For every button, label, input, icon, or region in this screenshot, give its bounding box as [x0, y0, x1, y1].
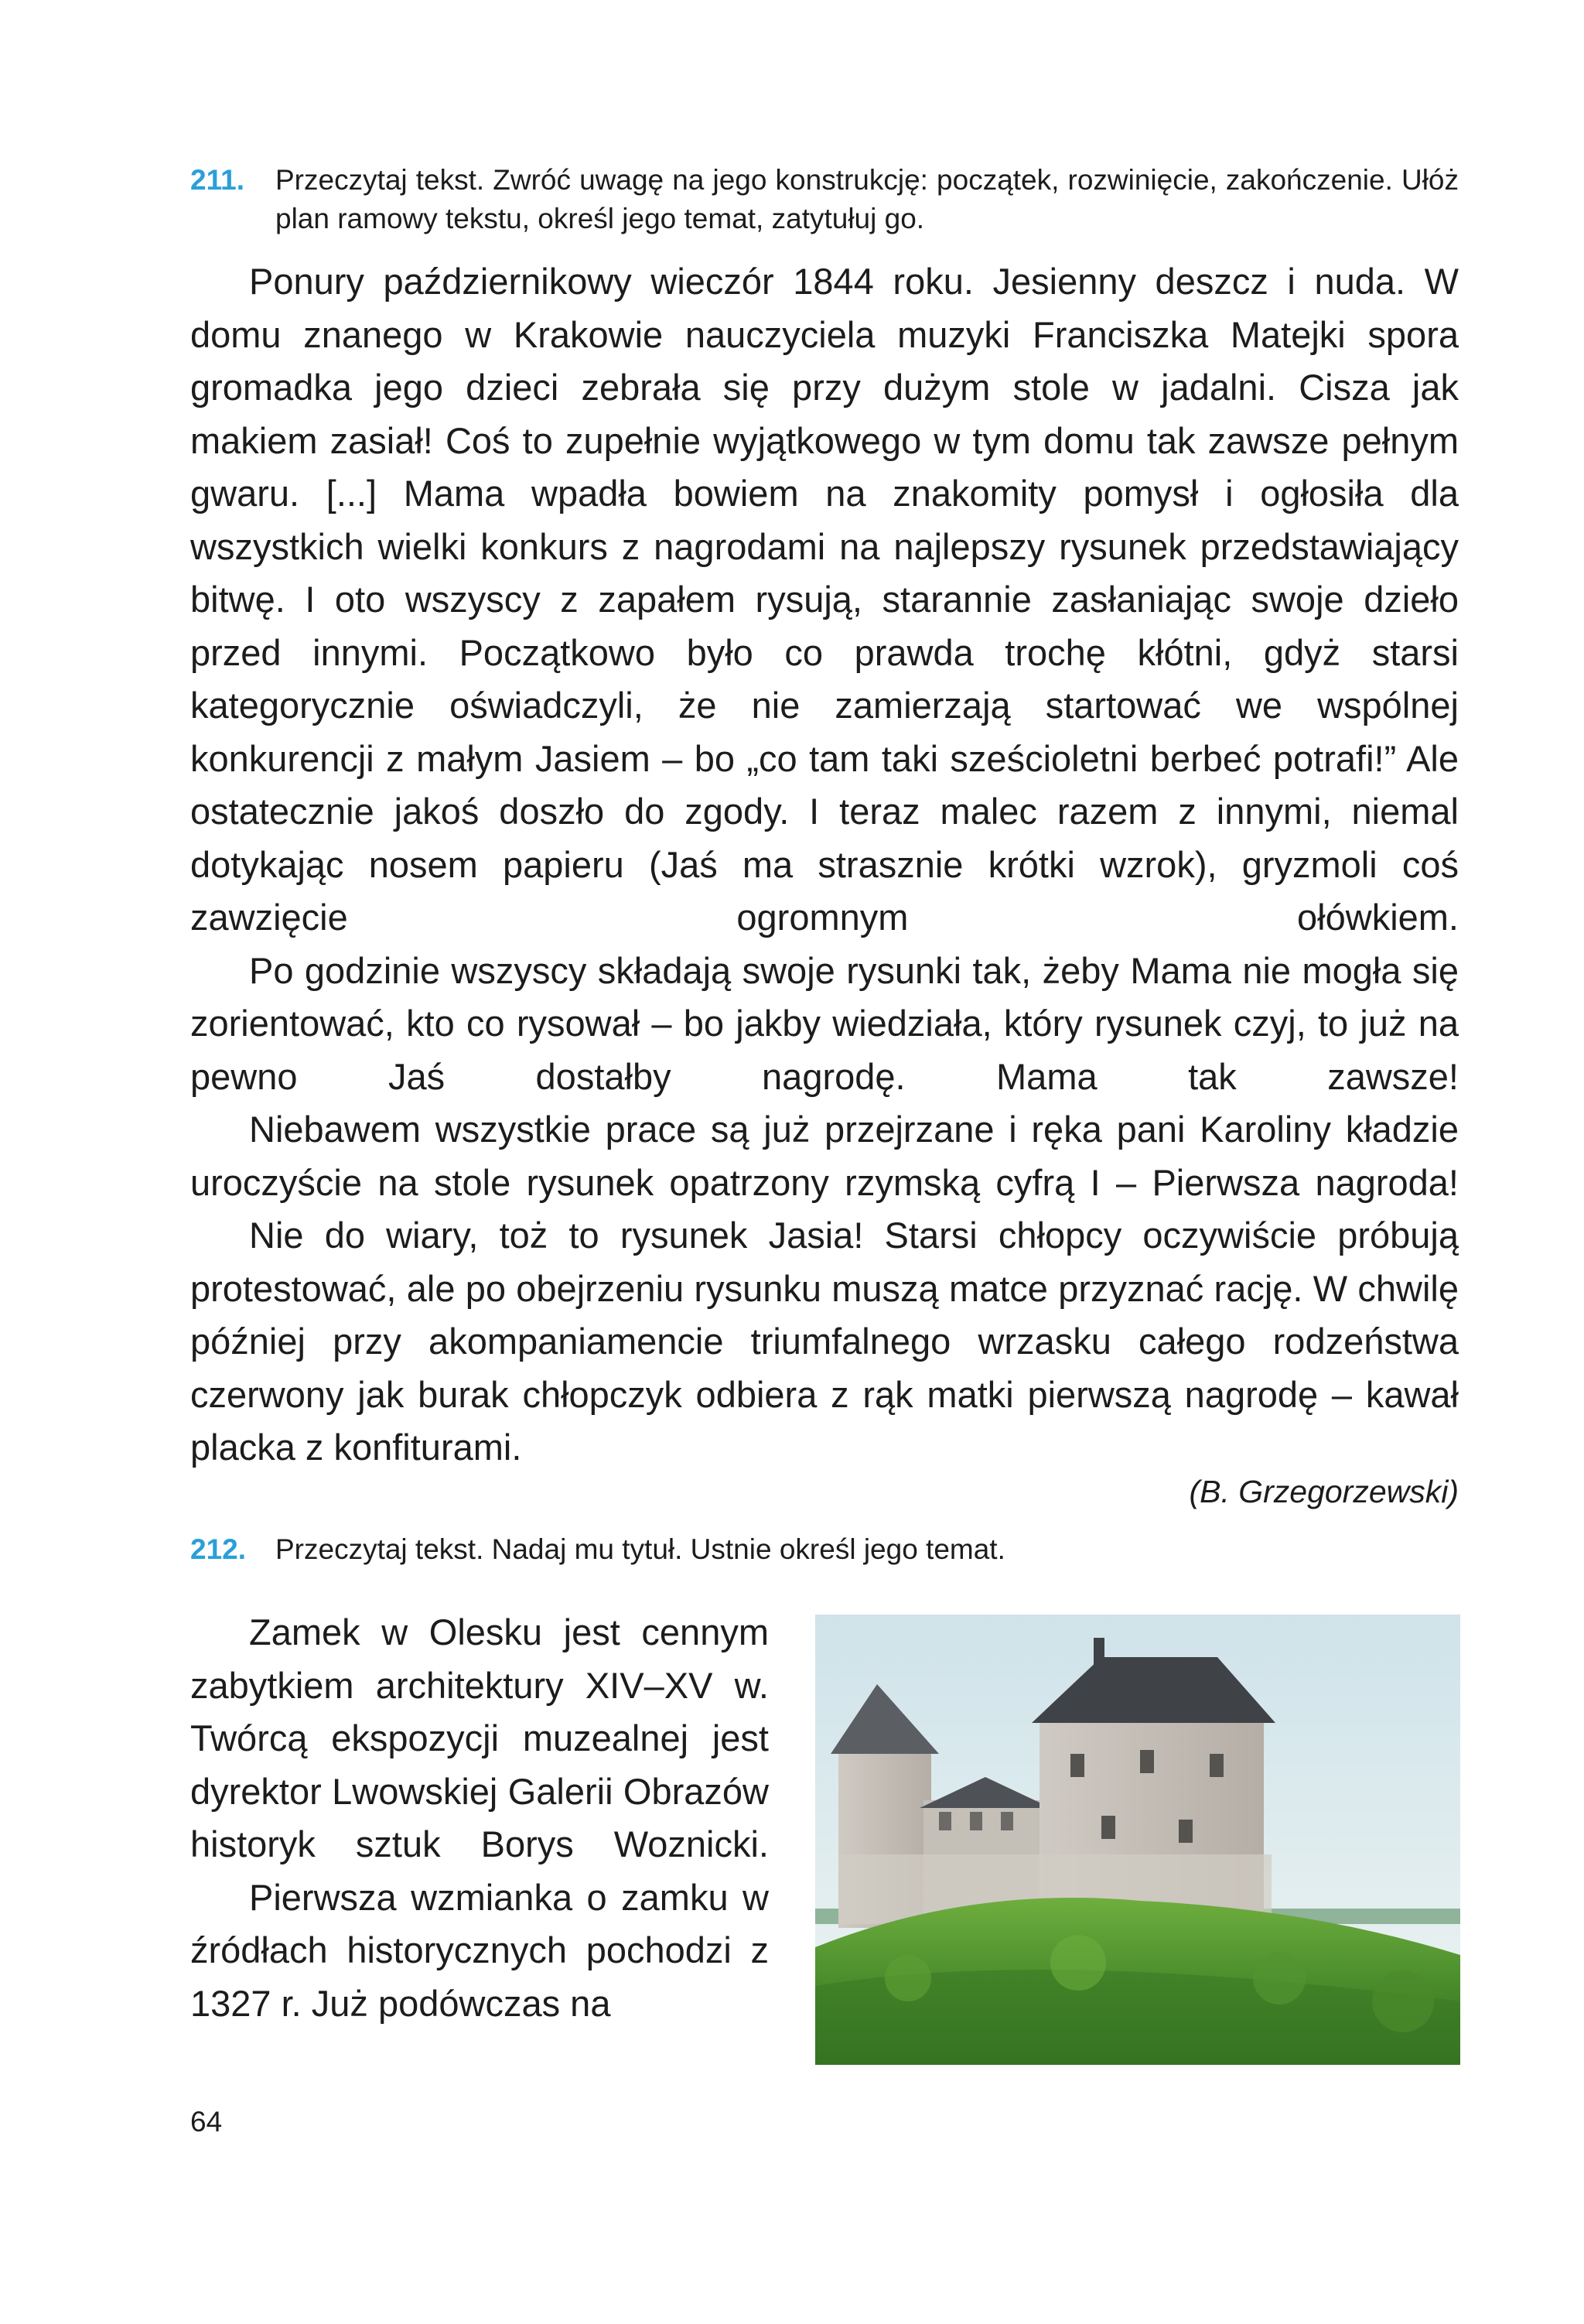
- page-number: 64: [190, 2106, 223, 2138]
- exercise-211: [190, 161, 1459, 238]
- castle-text: [190, 1606, 769, 2030]
- exercise-instruction: Przeczytaj tekst. Nadaj mu tytuł. Ustnie określ jego temat.: [275, 1533, 1005, 1565]
- story-author: (B. Grzegorzewski): [1189, 1474, 1459, 1509]
- story-paragraph: Nie do wiary, toż to rysunek Jasia! Starsi chłopcy oczywiście próbują protestować, ale po obejrzeniu rysunku muszą matce przyznać rację. W chwilę później przy akompaniamencie triumfalnego wrzasku całego rodzeństwa czerwony jak burak chłopczyk odbiera z rąk matki pierwszą nagrodę – kawał placka z konfiturami.: [190, 1215, 1459, 1468]
- exercise-instruction: Przeczytaj tekst. Zwróć uwagę na jego konstrukcję: początek, rozwinięcie, zakończenie. Ułóż plan ramowy tekstu, określ jego temat, zatytułuj go.: [275, 164, 1459, 234]
- exercise-number: 211.: [190, 164, 244, 196]
- castle-paragraph: Zamek w Olesku jest cennym zabytkiem architektury XIV–XV w. Twórcą ekspozycji muzealnej jest dyrektor Lwowskiej Galerii Obrazów historyk sztuk Borys Woznicki.: [190, 1611, 769, 1864]
- story-paragraph: Po godzinie wszyscy składają swoje rysunki tak, żeby Mama nie mogła się zorientować, kto co rysował – bo jakby wiedziała, który rysunek czyj, to już na pewno Jaś dostałby nagrodę. Mama tak zawsze!: [190, 949, 1459, 1097]
- story-paragraph: Niebawem wszystkie prace są już przejrzane i ręka pani Karoliny kładzie uroczyście na stole rysunek opatrzony rzymską cyfrą I – Pierwsza nagroda!: [190, 1109, 1459, 1203]
- castle-paragraph: Pierwsza wzmianka o zamku w źródłach historycznych pochodzi z 1327 r. Już podówczas na: [190, 1876, 769, 2024]
- exercise-number: 212.: [190, 1533, 247, 1565]
- exercise-212: [190, 1530, 1459, 1569]
- castle-photo: [815, 1615, 1460, 2065]
- story-paragraph: Ponury październikowy wieczór 1844 roku. Jesienny deszcz i nuda. W domu znanego w Krakowie nauczyciela muzyki Franciszka Matejki spora gromadka jego dzieci zebrała się przy dużym stole w jadalni. Cisza jak makiem zasiał! Coś to zupełnie wyjątkowego w tym domu tak zawsze pełnym gwaru. [...] Mama wpadła bowiem na znakomity pomysł i ogłosiła dla wszystkich wielki konkurs z nagrodami na najlepszy rysunek przedstawiający bitwę. I oto wszyscy z zapałem rysują, starannie zasłaniając swoje dzieło przed innymi. Początkowo było co prawda trochę kłótni, gdyż starsi kategorycznie oświadczyli, że nie zamierzają startować we wspólnej konkurencji z małym Jasiem – bo „co tam taki sześcioletni berbeć potrafi!” Ale ostatecznie jakoś doszło do zgody. I teraz malec razem z innymi, niemal dotykając nosem papieru (Jaś ma strasznie krótki wzrok), gryzmoli coś zawzięcie ogromnym ołówkiem.: [190, 261, 1459, 938]
- story-text: [190, 255, 1459, 1475]
